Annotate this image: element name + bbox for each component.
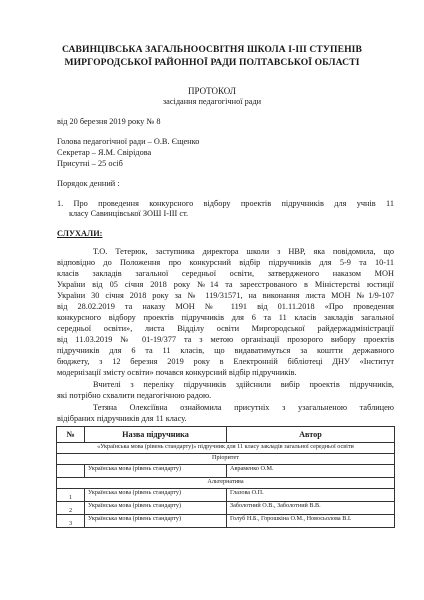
row-title: Українська мова (рівень стандарту) bbox=[85, 465, 227, 478]
body-line: Т.О. Тетерюк, заступника директора школи з НВР, яка повідомила, що bbox=[93, 247, 394, 256]
table-header-row bbox=[57, 427, 395, 443]
row-author: Авраменко О.М. bbox=[227, 465, 395, 478]
body-line: відібраних підручників для 11 класу. bbox=[57, 414, 187, 423]
alternative-label: Альтернатива bbox=[57, 478, 395, 489]
secretary-line: Секретар – Я.М. Свірідова bbox=[57, 148, 152, 157]
priority-label: Пріоритет bbox=[57, 454, 395, 465]
body-line: підручників для 6 та 11 класів, що видаватимуться за коштти державного bbox=[57, 346, 394, 355]
date-line: від 20 березня 2019 року № 8 bbox=[57, 117, 161, 126]
table-section-row bbox=[57, 478, 395, 489]
body-line: середньої освіти», листа Відділу освіти Миргородської райдержадміністрації bbox=[57, 324, 394, 333]
row-number: 2 bbox=[57, 502, 85, 515]
table-row bbox=[57, 515, 395, 528]
section-title: «Українська мова (рівень стандарту)» підручник для 11 класу закладів загальної середньої освіти bbox=[57, 443, 395, 454]
table-section-row bbox=[57, 443, 395, 454]
school-name-line-2: МИРГОРОДСЬКОЇ РАЙОННОЇ РАДИ ПОЛТАВСЬКОЇ ОБЛАСТІ bbox=[64, 57, 360, 68]
row-number bbox=[57, 465, 85, 478]
agenda-heading: Порядок денний : bbox=[57, 179, 120, 188]
body-line: відповідно до Положення про конкурсний відбір підручників для 5-9 та 10-11 bbox=[57, 258, 394, 267]
row-author: Заболотний О.В., Заболотний В.В. bbox=[227, 502, 395, 515]
body-line: модернізації змісту освіти» почався конкурсний відбір підручників. bbox=[57, 368, 297, 377]
column-header-number: № bbox=[57, 427, 85, 443]
protocol-subtitle: засідання педагогічної ради bbox=[162, 97, 262, 106]
column-header-title: Назва підручника bbox=[85, 427, 227, 443]
agenda-item-1-line-1: 1. Про проведення конкурсного відбору проектів підручників для учнів 11 bbox=[57, 199, 394, 208]
table-row bbox=[57, 489, 395, 502]
row-title: Українська мова (рівень стандарту) bbox=[85, 489, 227, 502]
protocol-title: ПРОТОКОЛ bbox=[188, 86, 236, 96]
table-section-row bbox=[57, 454, 395, 465]
body-line: України від 05 січня 2018 року №14 та зареєстрованого в Міністерстві юстиції bbox=[57, 280, 394, 289]
body-line: від 11.03.2019 № 01-19/377 та з метою організації прозорого вибору проектів bbox=[57, 335, 394, 344]
textbook-table bbox=[56, 426, 395, 528]
body-line: Вчителі з переліку підручників здійснили вибір проектів підручників, bbox=[93, 380, 394, 389]
column-header-author: Автор bbox=[227, 427, 395, 443]
agenda-item-1-line-2: класу Савинцівської ЗОШ І-ІІІ ст. bbox=[69, 209, 189, 218]
body-line: які потрібно схвалити педагогічною радою. bbox=[57, 391, 212, 400]
row-author: Глазова О.П. bbox=[227, 489, 395, 502]
table-row bbox=[57, 465, 395, 478]
body-line: Тетяна Олексіївна ознайомила присутніх з узагальненою таблицею bbox=[93, 403, 394, 412]
row-title: Українська мова (рівень стандарту) bbox=[85, 515, 227, 528]
body-line: конкурсного відбору проектів підручників для 6 та 11 класів закладів загальної bbox=[57, 313, 394, 322]
table-row bbox=[57, 502, 395, 515]
row-number: 3 bbox=[57, 515, 85, 528]
heard-heading: СЛУХАЛИ: bbox=[57, 229, 103, 238]
row-number: 1 bbox=[57, 489, 85, 502]
row-title: Українська мова (рівень стандарту) bbox=[85, 502, 227, 515]
body-line: від 28.02.2019 та наказу МОН № 1191 від 01.11.2018 «Про проведення bbox=[57, 302, 394, 311]
body-line: класів закладів загальної середньої освіти, затвердженого наказом МОН bbox=[57, 269, 394, 278]
body-line: бюджету, з 12 березня 2019 року в Електронній бібліотеці ДНУ «Інститут bbox=[57, 357, 394, 366]
chair-line: Голова педагогічної ради – О.В. Єщенко bbox=[57, 137, 200, 146]
school-name-line-1: САВИНЦІВСЬКА ЗАГАЛЬНООСВІТНЯ ШКОЛА І-ІІІ СТУПЕНІВ bbox=[61, 44, 363, 55]
body-line: України 30 січня 2018 року за № 119/31571, на виконання листа МОН №1/9-107 bbox=[57, 291, 394, 300]
present-line: Присутні – 25 осіб bbox=[57, 159, 123, 168]
row-author: Голуб Н.Б., Горошкіна О.М., Новосьолова В.І. bbox=[227, 515, 395, 528]
